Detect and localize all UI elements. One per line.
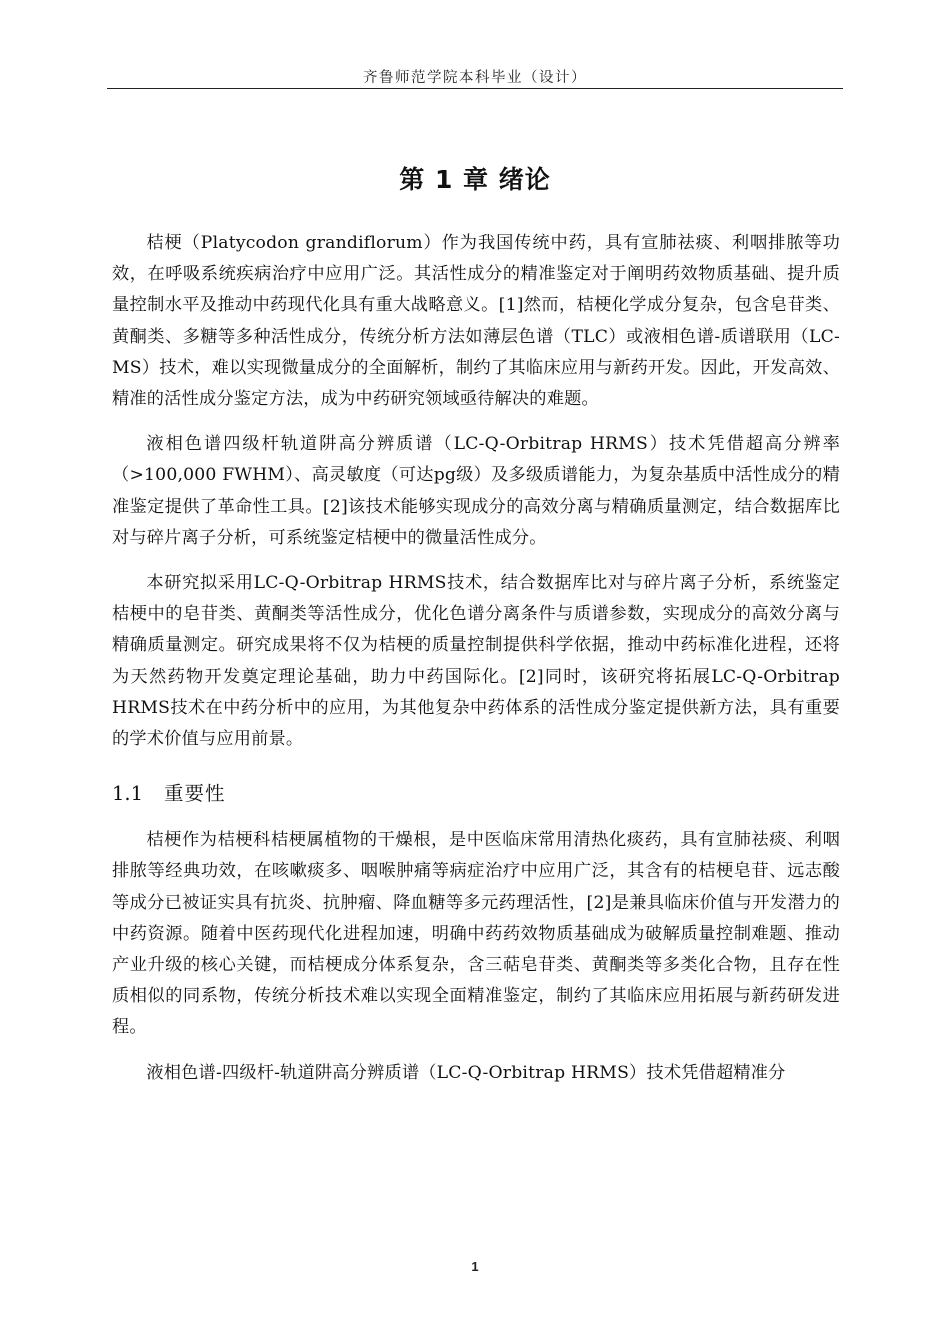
paragraph-technique: 液相色谱四级杆轨道阱高分辨质谱（LC-Q-Orbitrap HRMS）技术凭借超高分辨率（>100,000 FWHM）、高灵敏度（可达pg级）及多级质谱能力，为复杂基质中活性成分的精准鉴定提供了革命性工具。[2]该技术能够实现成分的高效分离与精确质量测定，结合数据库比对与碎片离子分析，可系统鉴定桔梗中的微量活性成分。: [112, 434, 840, 548]
section-heading: [112, 779, 840, 809]
document-body: [112, 228, 840, 1089]
section-number: 1.1: [112, 782, 144, 806]
page-header: 齐鲁师范学院本科毕业（设计）: [363, 70, 587, 86]
page-number: 1: [471, 1259, 479, 1274]
paragraph-intro: 桔梗（Platycodon grandiflorum）作为我国传统中药，具有宣肺祛痰、利咽排脓等功效，在呼吸系统疾病治疗中应用广泛。其活性成分的精准鉴定对于阐明药效物质基础、提升质量控制水平及推动中药现代化具有重大战略意义。[1]然而，桔梗化学成分复杂，包含皂苷类、黄酮类、多糖等多种活性成分，传统分析方法如薄层色谱（TLC）或液相色谱-质谱联用（LC-MS）技术，难以实现微量成分的全面解析，制约了其临床应用与新药开发。因此，开发高效、精准的活性成分鉴定方法，成为中药研究领域亟待解决的难题。: [112, 233, 840, 410]
paragraph-importance: 桔梗作为桔梗科桔梗属植物的干燥根，是中医临床常用清热化痰药，具有宣肺祛痰、利咽排脓等经典功效，在咳嗽痰多、咽喉肿痛等病症治疗中应用广泛，其含有的桔梗皂苷、远志酸等成分已被证实具有抗炎、抗肿瘤、降血糖等多元药理活性，[2]是兼具临床价值与开发潜力的中药资源。随着中医药现代化进程加速，明确中药药效物质基础成为破解质量控制难题、推动产业升级的核心关键，而桔梗成分体系复杂，含三萜皂苷类、黄酮类等多类化合物，且存在性质相似的同系物，传统分析技术难以实现全面精准鉴定，制约了其临床应用拓展与新药研发进程。: [112, 830, 840, 1038]
paragraph-research-plan: 本研究拟采用LC-Q-Orbitrap HRMS技术，结合数据库比对与碎片离子分析，系统鉴定桔梗中的皂苷类、黄酮类等活性成分，优化色谱分离条件与质谱参数，实现成分的高效分离与精确质量测定。研究成果将不仅为桔梗的质量控制提供科学依据，推动中药标准化进程，还将为天然药物开发奠定理论基础，助力中药国际化。[2]同时，该研究将拓展LC-Q-Orbitrap HRMS技术在中药分析中的应用，为其他复杂中药体系的活性成分鉴定提供新方法，具有重要的学术价值与应用前景。: [112, 573, 840, 750]
header-rule: [107, 88, 843, 89]
paragraph-continued: 液相色谱-四级杆-轨道阱高分辨质谱（LC-Q-Orbitrap HRMS）技术凭借超精准分: [146, 1062, 786, 1083]
chapter-title: 第 1 章 绪论: [399, 165, 551, 194]
section-title: 重要性: [164, 782, 226, 806]
